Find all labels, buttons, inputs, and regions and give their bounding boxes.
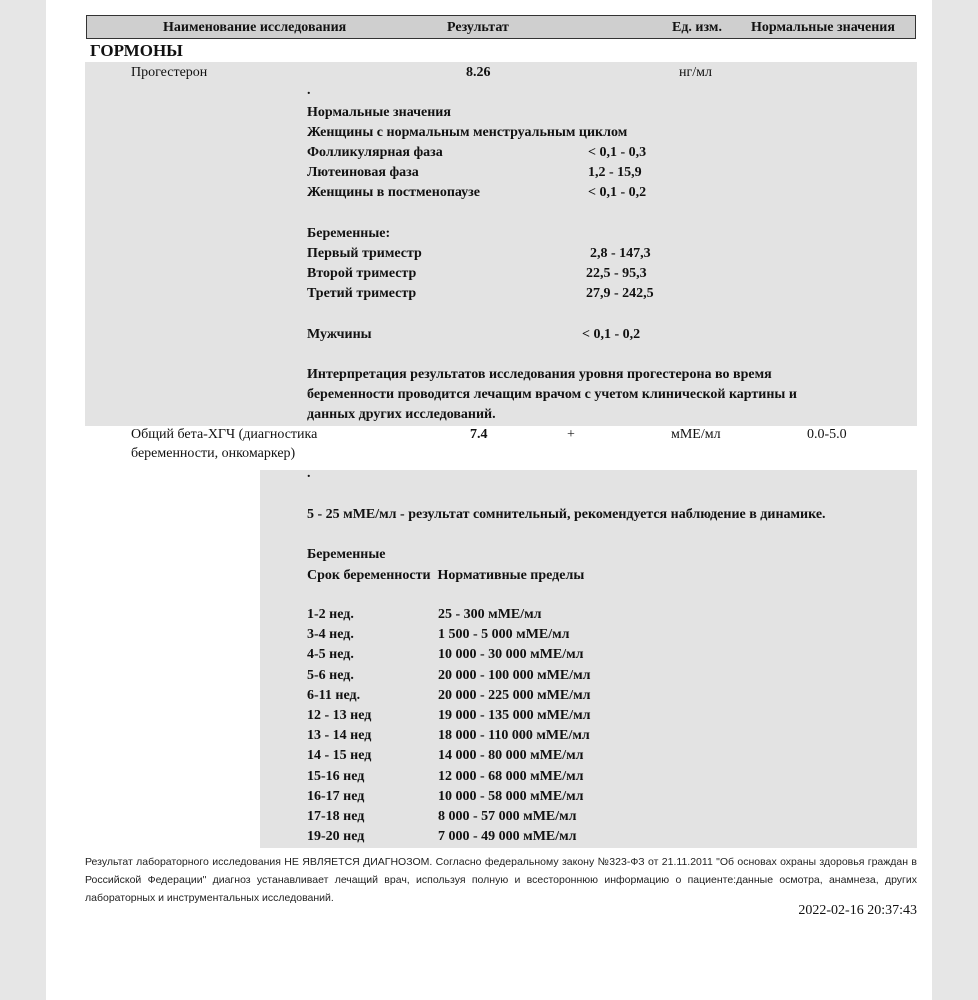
week-range: 19 000 - 135 000 мМЕ/мл — [438, 708, 591, 723]
doubtful-note: 5 - 25 мМЕ/мл - результат сомнительный, рекомендуется наблюдение в динамике. — [307, 507, 826, 522]
dot-marker: . — [307, 83, 311, 98]
women-cycle-label: Женщины с нормальным менструальным циклом — [307, 125, 628, 140]
week-range: 10 000 - 30 000 мМЕ/мл — [438, 647, 584, 663]
results-table-header — [86, 15, 916, 39]
trimester-value: 2,8 - 147,3 — [590, 246, 651, 261]
norms-title: Нормальные значения — [307, 105, 451, 120]
test-name-progesterone: Прогестерон — [131, 65, 208, 80]
header-name: Наименование исследования — [163, 20, 347, 35]
week-range: 20 000 - 100 000 мМЕ/мл — [438, 667, 591, 683]
dot-marker: . — [307, 466, 311, 481]
test-flag-hcg: + — [567, 427, 575, 442]
pregnant-title: Беременные: — [307, 226, 391, 241]
trimester-label: Третий триместр — [307, 286, 417, 301]
week-term: 19-20 нед — [307, 829, 365, 845]
norm-value: 1,2 - 15,9 — [588, 165, 642, 180]
test-name-hcg: Общий бета-ХГЧ (диагностика — [131, 427, 318, 442]
norm-label: Фолликулярная фаза — [307, 145, 443, 160]
test-result-progesterone: 8.26 — [466, 65, 491, 80]
report-timestamp: 2022-02-16 20:37:43 — [798, 903, 917, 918]
week-range: 8 000 - 57 000 мМЕ/мл — [438, 809, 577, 824]
footer-disclaimer: Результат лабораторного исследования НЕ ЯВЛЯЕТСЯ ДИАГНОЗОМ. Согласно федеральному закону №323-ФЗ от 21.11.2011 "Об основах охраны здоровья граждан в Российской Федерации" диагноз устанавливает лечащий врач, используя полную и всестороннюю информацию о пациенте:данные осмотра, анамнеза, других лабораторных и инструментальных исследований. — [85, 856, 917, 904]
week-term: 13 - 14 нед — [307, 728, 372, 744]
section-title: ГОРМОНЫ — [90, 41, 183, 60]
test-unit-progesterone: нг/мл — [679, 65, 712, 80]
trimester-value: 27,9 - 242,5 — [586, 286, 654, 301]
week-range: 10 000 - 58 000 мМЕ/мл — [438, 788, 584, 804]
week-range: 12 000 - 68 000 мМЕ/мл — [438, 768, 584, 784]
week-term: 17-18 нед — [307, 809, 365, 824]
interpretation-line: Интерпретация результатов исследования уровня прогестерона во время — [307, 367, 772, 382]
interpretation-line: беременности проводится лечащим врачом с учетом клинической картины и — [307, 387, 797, 402]
header-result: Результат — [447, 20, 509, 35]
week-term: 1-2 нед. — [307, 607, 354, 622]
test-name-hcg-cont: беременности, онкомаркер) — [131, 446, 296, 461]
men-value: < 0,1 - 0,2 — [582, 327, 641, 342]
week-range: 14 000 - 80 000 мМЕ/мл — [438, 748, 584, 764]
week-term: 16-17 нед — [307, 788, 365, 804]
week-term: 12 - 13 нед — [307, 708, 372, 723]
norm-label: Лютеиновая фаза — [307, 165, 419, 180]
week-term: 6-11 нед. — [307, 687, 361, 703]
week-range: 20 000 - 225 000 мМЕ/мл — [438, 687, 591, 703]
trimester-value: 22,5 - 95,3 — [586, 266, 647, 281]
week-term: 3-4 нед. — [307, 627, 354, 643]
week-term: 4-5 нед. — [307, 647, 354, 663]
interpretation-line: данных других исследований. — [307, 407, 496, 422]
norm-value: < 0,1 - 0,3 — [588, 145, 647, 160]
test-unit-hcg: мМЕ/мл — [671, 427, 721, 442]
men-label: Мужчины — [307, 327, 372, 342]
hcg-pregnant-title: Беременные — [307, 547, 386, 562]
test-result-hcg: 7.4 — [470, 427, 488, 442]
norm-label: Женщины в постменопаузе — [307, 185, 481, 200]
header-norm: Нормальные значения — [751, 20, 895, 35]
week-range: 18 000 - 110 000 мМЕ/мл — [438, 728, 590, 744]
trimester-label: Первый триместр — [307, 246, 422, 261]
week-term: 5-6 нед. — [307, 667, 354, 683]
week-term: 15-16 нед — [307, 768, 365, 784]
week-range: 25 - 300 мМЕ/мл — [438, 607, 542, 622]
test-norm-hcg: 0.0-5.0 — [807, 427, 847, 442]
trimester-label: Второй триместр — [307, 266, 417, 281]
norm-value: < 0,1 - 0,2 — [588, 185, 647, 200]
week-range: 1 500 - 5 000 мМЕ/мл — [438, 627, 570, 643]
header-unit: Ед. изм. — [672, 20, 722, 35]
hcg-table-header: Срок беременности Нормативные пределы — [307, 568, 585, 583]
week-range: 7 000 - 49 000 мМЕ/мл — [438, 829, 577, 845]
week-term: 14 - 15 нед — [307, 748, 372, 764]
